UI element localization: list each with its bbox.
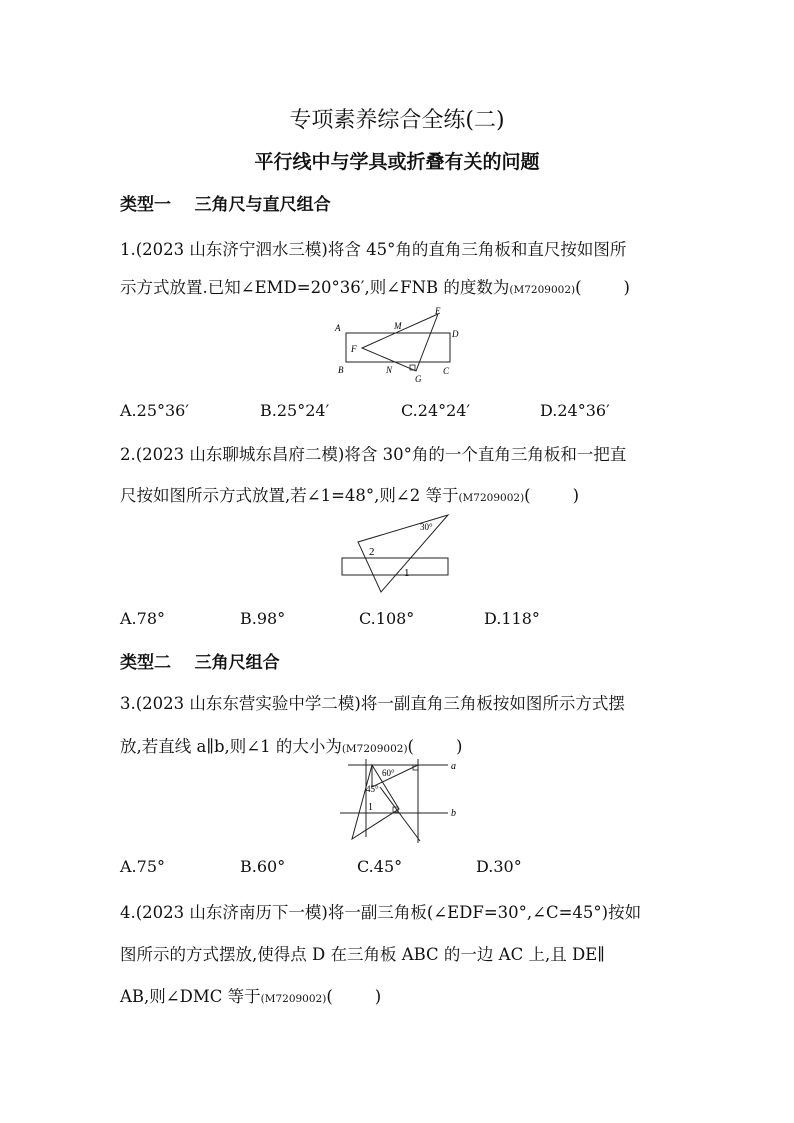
section-heading-type-1: 类型一 三角尺与直尺组合 xyxy=(120,195,331,215)
label-b: b xyxy=(451,808,456,819)
q1-option-a: A.25°36′ xyxy=(120,401,189,420)
q1-figure xyxy=(330,306,465,386)
label-d: D xyxy=(452,329,459,339)
q1-option-d: D.24°36′ xyxy=(540,401,610,420)
q1-code: (M7209002) xyxy=(509,284,576,296)
label-f: F xyxy=(351,344,357,354)
q1-answer-paren: ( ) xyxy=(575,278,630,297)
q3-text-line1: 3.(2023 山东东营实验中学二模)将一副直角三角板按如图所示方式摆 xyxy=(120,694,625,713)
label-g: G xyxy=(415,374,422,384)
q4-answer-paren: ( ) xyxy=(326,987,382,1006)
label-a: a xyxy=(451,761,456,772)
q3-option-c: C.45° xyxy=(357,857,403,876)
q2-option-a: A.78° xyxy=(120,609,165,628)
q4-code: (M7209002) xyxy=(260,993,327,1005)
label-m: M xyxy=(394,321,402,331)
q1-text-line2 xyxy=(120,274,630,298)
page-title: 专项素养综合全练(二) xyxy=(289,108,505,133)
line-slanted xyxy=(380,787,420,841)
ruler-rect xyxy=(342,558,448,575)
q3-text-line2 xyxy=(120,733,462,757)
q4-text-line3 xyxy=(120,983,381,1007)
label-angle-45: 45° xyxy=(366,784,379,794)
q1-option-b: B.25°24′ xyxy=(260,401,330,420)
q2-option-d: D.118° xyxy=(484,609,540,628)
page-subtitle: 平行线中与学具或折叠有关的问题 xyxy=(254,151,540,173)
label-angle-1: 1 xyxy=(404,567,410,579)
label-angle-60: 60° xyxy=(382,768,395,778)
q3-option-a: A.75° xyxy=(120,857,165,876)
q2-code: (M7209002) xyxy=(458,492,525,504)
q3-option-b: B.60° xyxy=(240,857,286,876)
label-angle-1: 1 xyxy=(368,802,373,813)
label-a: A xyxy=(335,323,341,333)
q2-stem: 尺按如图所示方式放置,若∠1=48°,则∠2 等于 xyxy=(120,486,459,505)
q4-stem: AB,则∠DMC 等于 xyxy=(120,987,261,1006)
q2-text-line2 xyxy=(120,482,579,506)
q3-code: (M7209002) xyxy=(341,743,408,755)
q2-text-line1: 2.(2023 山东聊城东昌府二模)将含 30°角的一个直角三角板和一把直 xyxy=(120,445,627,464)
q2-option-c: C.108° xyxy=(359,609,415,628)
q1-stem: 示方式放置.已知∠EMD=20°36′,则∠FNB 的度数为 xyxy=(120,278,510,297)
ruler-rect xyxy=(346,333,450,362)
q3-answer-paren: ( ) xyxy=(407,737,463,756)
label-e: E xyxy=(435,306,441,316)
label-b: B xyxy=(338,365,344,375)
q1-text-line1: 1.(2023 山东济宁泗水三模)将含 45°角的直角三角板和直尺按如图所 xyxy=(120,240,627,259)
q2-option-b: B.98° xyxy=(240,609,286,628)
q4-text-line1: 4.(2023 山东济南历下一模)将一副三角板(∠EDF=30°,∠C=45°)按如 xyxy=(120,903,642,922)
label-angle-2: 2 xyxy=(369,546,375,558)
q3-option-d: D.30° xyxy=(476,857,522,876)
q2-figure xyxy=(338,510,453,595)
q3-figure xyxy=(330,757,465,847)
q4-text-line2: 图所示的方式摆放,使得点 D 在三角板 ABC 的一边 AC 上,且 DE∥ xyxy=(120,945,605,964)
q1-option-c: C.24°24′ xyxy=(401,401,471,420)
label-angle-30: 30° xyxy=(420,522,433,532)
q2-answer-paren: ( ) xyxy=(524,486,580,505)
q3-stem: 放,若直线 a∥b,则∠1 的大小为 xyxy=(120,737,342,756)
section-heading-type-2: 类型二 三角尺组合 xyxy=(120,653,280,673)
label-c: C xyxy=(443,366,450,376)
label-n: N xyxy=(386,365,393,375)
